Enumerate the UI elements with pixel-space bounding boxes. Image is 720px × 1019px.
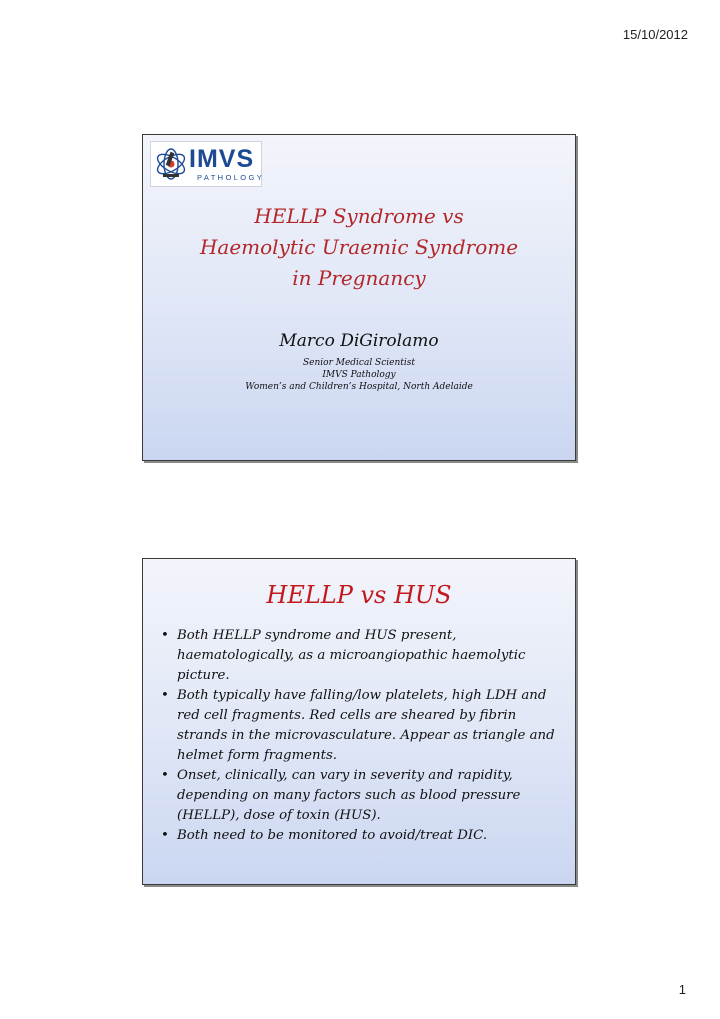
bullet-item: • Both typically have falling/low platelets, high LDH and red cell fragments. Red cells are sheared by fibrin strands in the microvasculature. Appear as triangle and helmet form fragments. [161, 686, 561, 766]
affiliation-line: Senior Medical Scientist [302, 358, 415, 368]
logo-wordmark: IMVS [189, 145, 255, 173]
comparison-slide [142, 558, 576, 885]
author-name: Marco DiGirolamo [279, 331, 439, 351]
bullet-item: • Both HELLP syndrome and HUS present, haematologically, as a microangiopathic haemolytic picture. [161, 626, 561, 686]
title-line: Haemolytic Uraemic Syndrome [199, 235, 519, 259]
affiliation-line: IMVS Pathology [322, 370, 396, 380]
imvs-logo [150, 141, 265, 187]
presentation-title [143, 201, 575, 294]
logo-subtitle: PATHOLOGY [197, 173, 265, 182]
slide-title: HELLP vs HUS [266, 581, 452, 609]
affiliation-line: Women’s and Children’s Hospital, North Adelaide [245, 382, 473, 392]
atom-microscope-icon [153, 144, 189, 184]
title-line: in Pregnancy [292, 266, 426, 290]
title-line: HELLP Syndrome vs [254, 204, 464, 228]
bullet-item: • Onset, clinically, can vary in severity and rapidity, depending on many factors such as blood pressure (HELLP), dose of toxin (HUS). [161, 766, 561, 826]
author-affiliation [143, 357, 575, 393]
bullet-item: • Both need to be monitored to avoid/treat DIC. [161, 826, 561, 846]
title-slide [142, 134, 576, 461]
bullet-list [161, 626, 561, 846]
page-date: 15/10/2012 [622, 27, 688, 42]
page-number: 1 [678, 982, 686, 997]
